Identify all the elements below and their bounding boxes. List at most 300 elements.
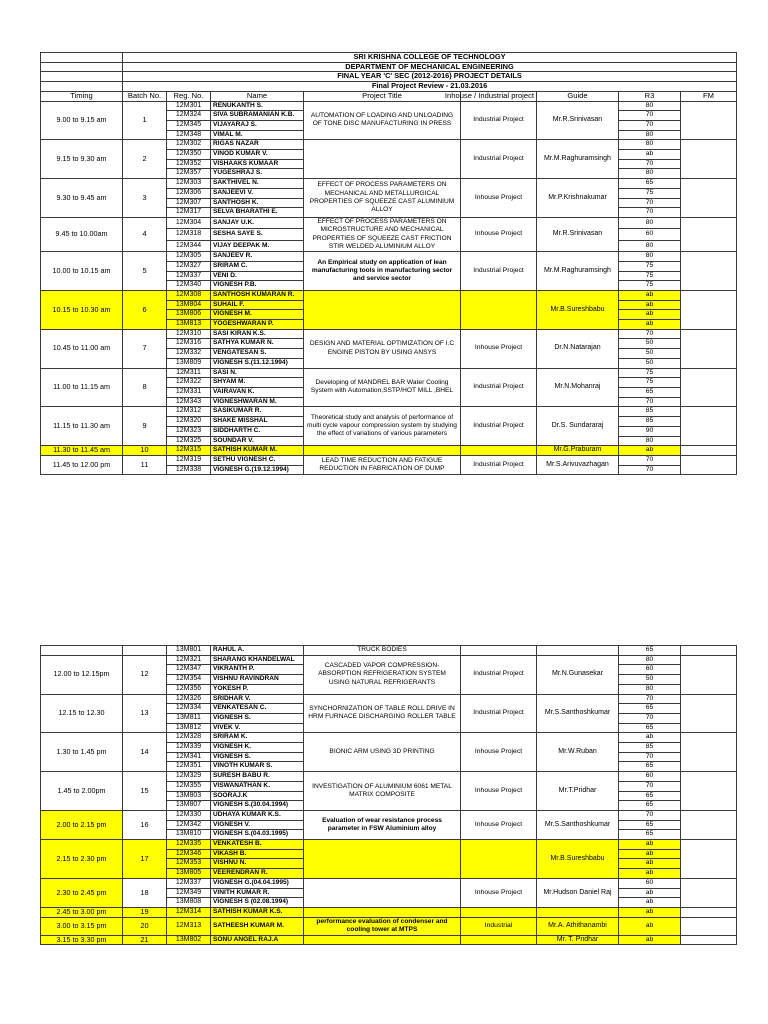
project-title: DESIGN AND MATERIAL OPTIMIZATION OF I.C ENGINE PISTON BY USING ANSYS (304, 329, 461, 368)
guide-name: Mr.N.Mohanraj (537, 368, 619, 407)
timing-cell: 12.00 to 12.15pm (41, 655, 123, 694)
table-row (41, 935, 737, 945)
student-name: SIDDHARTH C. (211, 426, 304, 436)
reg-number: 12M328 (167, 733, 211, 743)
timing-cell: 10.15 to 10.30 am (41, 290, 123, 329)
reg-number: 12M348 (167, 130, 211, 140)
student-name: VIKASH B. (211, 849, 304, 859)
student-name: VENGATESAN S. (211, 349, 304, 359)
student-name: SASIKUMAR R. (211, 407, 304, 417)
col-timing: Timing (41, 91, 123, 101)
batch-number: 13 (123, 694, 167, 733)
column-header-row (41, 91, 737, 101)
reg-number: 12M304 (167, 217, 211, 228)
table-row (41, 655, 737, 665)
timing-cell: 11.30 to 11.45 am (41, 446, 123, 456)
student-name: VIGNESH S. (211, 713, 304, 723)
r3-mark: 80 (619, 169, 681, 179)
student-name: SOUNDAR V. (211, 436, 304, 446)
project-title: INVESTIGATION OF ALUMINIUM 6061 METAL MATRIX COMPOSITE (304, 772, 461, 811)
student-name: SETHU VIGNESH C. (211, 455, 304, 465)
reg-number: 12M346 (167, 849, 211, 859)
reg-number: 12M353 (167, 859, 211, 869)
timing-cell (41, 646, 123, 656)
student-name: YOKESH P. (211, 684, 304, 694)
student-name: VENKATESAN C. (211, 704, 304, 714)
header-blank-cell (41, 53, 123, 63)
timing-cell: 11.15 to 11.30 am (41, 407, 123, 446)
col-type: Inhouse / Industrial project (461, 91, 537, 101)
reg-number: 12M337 (167, 878, 211, 888)
timing-cell: 3.00 to 3.15 pm (41, 917, 123, 935)
table-row (41, 217, 737, 228)
student-name: SATHISH KUMAR K.S. (211, 907, 304, 917)
table-row (41, 810, 737, 820)
student-name: SRIDHAR V. (211, 694, 304, 704)
batch-number: 3 (123, 179, 167, 218)
project-title (304, 140, 461, 179)
guide-name: Mr.Hudson Daniel Raj (537, 878, 619, 907)
guide-name: Mr.S.Santhoshkumar (537, 694, 619, 733)
fm-mark (681, 840, 737, 879)
student-name: VISHNU RAVINDRAN (211, 675, 304, 685)
project-title: Evaluation of wear resistance process parameter in FSW Aluminium alloy (304, 810, 461, 839)
guide-name (537, 907, 619, 917)
r3-mark: 80 (619, 684, 681, 694)
table-row (41, 733, 737, 743)
reg-number: 12M302 (167, 140, 211, 150)
fm-mark (681, 290, 737, 329)
project-type: Industrial Project (461, 101, 537, 140)
table-row (41, 446, 737, 456)
fm-mark (681, 917, 737, 935)
reg-number: 13M801 (167, 646, 211, 656)
fm-mark (681, 252, 737, 291)
timing-cell: 1.30 to 1.45 pm (41, 733, 123, 772)
timing-cell: 10.00 to 10.15 am (41, 252, 123, 291)
timing-cell: 9.30 to 9.45 am (41, 179, 123, 218)
student-name: SHAKE MISSHAL (211, 417, 304, 427)
batch-number: 21 (123, 935, 167, 945)
student-name: VIGNESH G.(19.12.1994) (211, 465, 304, 475)
timing-cell: 11.00 to 11.15 am (41, 368, 123, 407)
table-row (41, 329, 737, 339)
r3-mark: ab (619, 869, 681, 879)
review-date: Final Project Review - 21.03.2016 (123, 82, 737, 92)
reg-number: 12M322 (167, 378, 211, 388)
r3-mark: 60 (619, 229, 681, 240)
fm-mark (681, 655, 737, 694)
student-name: SATHEESH KUMAR M. (211, 917, 304, 935)
project-title (304, 878, 461, 907)
student-name: YOGESHWARAN P. (211, 320, 304, 330)
project-type: Industrial Project (461, 455, 537, 474)
project-title: EFFECT OF PROCESS PARAMETERS ON MICROSTRUCTURE AND MECHANICAL PROPERTIES OF SQUEEZE CAST FRICTION STIR WELDED ALUMINIUM ALLOY (304, 217, 461, 251)
project-title: TRUCK BODIES (304, 646, 461, 656)
batch-number: 14 (123, 733, 167, 772)
student-name: SATHYA KUMAR N. (211, 339, 304, 349)
timing-cell: 2.15 to 2.30 pm (41, 840, 123, 879)
r3-mark: 70 (619, 781, 681, 791)
reg-number: 12M331 (167, 387, 211, 397)
table-row (41, 694, 737, 704)
project-type: Inhouse Project (461, 733, 537, 772)
project-title (304, 840, 461, 879)
table-row (41, 772, 737, 782)
project-title: An Empirical study on application of lean manufacturing tools in manufacturing sector and service sector (304, 252, 461, 291)
student-name: SHARANG KHANDELWAL (211, 655, 304, 665)
table-row (41, 407, 737, 417)
col-title: Project Title (304, 91, 461, 101)
project-type: Inhouse Project (461, 217, 537, 251)
reg-number: 13M807 (167, 801, 211, 811)
batch-number: 18 (123, 878, 167, 907)
project-type: Inhouse Project (461, 878, 537, 907)
student-name: SOORAJ.K (211, 791, 304, 801)
student-name: VIGNESH S (02.08.1994) (211, 898, 304, 908)
guide-name: Mr.G.Praburam (537, 446, 619, 456)
reg-number: 12M314 (167, 907, 211, 917)
project-title: SYNCHORNIZATION OF TABLE ROLL DRIVE IN HRM FURNACE DISCHARGING ROLLER TABLE (304, 694, 461, 733)
student-name: SUHAIL F. (211, 300, 304, 310)
project-type: Inhouse Project (461, 179, 537, 218)
project-title: AUTOMATION OF LOADING AND UNLOADING OF TONE DISC MANUFACTURING IN PRESS (304, 101, 461, 140)
batch-number: 10 (123, 446, 167, 456)
fm-mark (681, 935, 737, 945)
r3-mark: 75 (619, 378, 681, 388)
student-name: SIVA SUBRAMANIAN K.B. (211, 111, 304, 121)
fm-mark (681, 646, 737, 656)
r3-mark: 65 (619, 830, 681, 840)
col-fm: FM (681, 91, 737, 101)
r3-mark: 80 (619, 252, 681, 262)
batch-number: 15 (123, 772, 167, 811)
batch-number: 17 (123, 840, 167, 879)
student-name: SRIRAM K. (211, 733, 304, 743)
reg-number: 12M338 (167, 465, 211, 475)
fm-mark (681, 179, 737, 218)
timing-cell: 9.45 to 10.00am (41, 217, 123, 251)
project-type (461, 446, 537, 456)
student-name: VINOD KUMAR V. (211, 150, 304, 160)
r3-mark: 50 (619, 358, 681, 368)
r3-mark: ab (619, 150, 681, 160)
r3-mark: 80 (619, 130, 681, 140)
guide-name: Mr.B.Sureshbabu (537, 290, 619, 329)
project-title: LEAD TIME REDUCTION AND FATIGUE REDUCTION IN FABRICATION OF DUMP (304, 455, 461, 474)
student-name: VIGNESH P.B. (211, 281, 304, 291)
student-name: VIGNESH K. (211, 743, 304, 753)
r3-mark: 50 (619, 675, 681, 685)
student-name: SATHISH KUMAR M. (211, 446, 304, 456)
r3-mark: 70 (619, 111, 681, 121)
student-name: SASI N. (211, 368, 304, 378)
student-name: VIGNESHWARAN M. (211, 397, 304, 407)
fm-mark (681, 733, 737, 772)
r3-mark: ab (619, 907, 681, 917)
r3-mark: 70 (619, 465, 681, 475)
reg-number: 12M303 (167, 179, 211, 189)
batch-number: 16 (123, 810, 167, 839)
r3-mark: ab (619, 888, 681, 898)
project-type: Industrial Project (461, 252, 537, 291)
project-type: Industrial Project (461, 655, 537, 694)
guide-name: Mr.R.Srinivasan (537, 217, 619, 251)
r3-mark: 80 (619, 436, 681, 446)
fm-mark (681, 810, 737, 839)
table-row (41, 878, 737, 888)
student-name: VIVEK V. (211, 723, 304, 733)
student-name: VIJAYARAJ S. (211, 120, 304, 130)
table-row (41, 140, 737, 150)
r3-mark: 75 (619, 271, 681, 281)
reg-number: 12M342 (167, 820, 211, 830)
reg-number: 13M813 (167, 320, 211, 330)
guide-name: Mr.M.Raghuramsingh (537, 140, 619, 179)
reg-number: 12M326 (167, 694, 211, 704)
reg-number: 12M317 (167, 208, 211, 218)
reg-number: 12M337 (167, 271, 211, 281)
table-row (41, 840, 737, 850)
r3-mark: 75 (619, 261, 681, 271)
r3-mark: 75 (619, 281, 681, 291)
project-title: Theoretical study and analysis of performance of multi cycle vapour compression system by studying the effect of variations of various parameters (304, 407, 461, 446)
reg-number: 12M344 (167, 240, 211, 251)
reg-number: 12M347 (167, 665, 211, 675)
r3-mark: 65 (619, 704, 681, 714)
batch-number: 2 (123, 140, 167, 179)
timing-cell: 2.30 to 2.45 pm (41, 878, 123, 907)
student-name: VENKATESH B. (211, 840, 304, 850)
guide-name: Dr.S. Sundararaj (537, 407, 619, 446)
col-name: Name (211, 91, 304, 101)
reg-number: 13M806 (167, 310, 211, 320)
student-name: VIGNESH S.(11.12.1994) (211, 358, 304, 368)
project-title: CASCADED VAPOR COMPRESSION-ABSORPTION REFRIGERATION SYSTEM USING NATURAL REFRIGERANTS (304, 655, 461, 694)
project-title (304, 907, 461, 917)
reg-number: 12M345 (167, 120, 211, 130)
r3-mark: 70 (619, 810, 681, 820)
col-guide: Guide (537, 91, 619, 101)
student-name: SANJEEV R. (211, 252, 304, 262)
reg-number: 12M305 (167, 252, 211, 262)
table-row (41, 179, 737, 189)
student-name: VISHAAKS KUMAAR (211, 159, 304, 169)
student-name: VIGNESH V. (211, 820, 304, 830)
student-name: VIJAY DEEPAK M. (211, 240, 304, 251)
r3-mark: 70 (619, 198, 681, 208)
student-name: VINOTH KUMAR S. (211, 762, 304, 772)
r3-mark: 70 (619, 752, 681, 762)
student-name: VENI D. (211, 271, 304, 281)
r3-mark: ab (619, 898, 681, 908)
r3-mark: 70 (619, 455, 681, 465)
batch-number: 4 (123, 217, 167, 251)
student-name: SRIRAM C. (211, 261, 304, 271)
student-name: VIMAL M. (211, 130, 304, 140)
department-name: DEPARTMENT OF MECHANICAL ENGINEERING (123, 62, 737, 72)
r3-mark: 65 (619, 179, 681, 189)
guide-name: Dr.N.Natarajan (537, 329, 619, 368)
student-name: VIGNESH G.(04.04.1995) (211, 878, 304, 888)
r3-mark: ab (619, 840, 681, 850)
student-name: SELVA BHARATHI E. (211, 208, 304, 218)
reg-number: 12M325 (167, 436, 211, 446)
reg-number: 12M318 (167, 229, 211, 240)
student-name: SANTHOSH K. (211, 198, 304, 208)
guide-name: Mr. T. Pridhar (537, 935, 619, 945)
student-name: SAKTHIVEL N. (211, 179, 304, 189)
student-name: VISHNU N. (211, 859, 304, 869)
student-name: VIGNESH S.(30.04.1994) (211, 801, 304, 811)
project-type: Inhouse Project (461, 772, 537, 811)
reg-number: 13M810 (167, 830, 211, 840)
r3-mark: ab (619, 935, 681, 945)
timing-cell: 11.45 to 12.00 pm (41, 455, 123, 474)
reg-number: 13M809 (167, 358, 211, 368)
reg-number: 12M312 (167, 407, 211, 417)
r3-mark: ab (619, 733, 681, 743)
batch-number: 11 (123, 455, 167, 474)
r3-mark: 85 (619, 407, 681, 417)
timing-cell: 1.45 to 2.00pm (41, 772, 123, 811)
reg-number: 12M332 (167, 349, 211, 359)
student-name: VIKRANTH P. (211, 665, 304, 675)
guide-name (537, 646, 619, 656)
r3-mark: 85 (619, 417, 681, 427)
reg-number: 12M308 (167, 290, 211, 300)
r3-mark: ab (619, 446, 681, 456)
r3-mark: 60 (619, 665, 681, 675)
guide-name: Mr.M.Raghuramsingh (537, 252, 619, 291)
student-name: UDHAYA KUMAR K.S. (211, 810, 304, 820)
project-title: Developing of MANDREL BAR Water Cooling System with Automation,SSTP/HOT MILL ,BHEL (304, 368, 461, 407)
reg-number: 12M311 (167, 368, 211, 378)
reg-number: 12M330 (167, 810, 211, 820)
project-type: Inhouse Project (461, 329, 537, 368)
project-details-title: FINAL YEAR 'C' SEC (2012-2016) PROJECT DETAILS (123, 72, 737, 82)
project-title (304, 290, 461, 329)
reg-number: 12M352 (167, 159, 211, 169)
table-row (41, 455, 737, 465)
student-name: VINITH KUMAR R. (211, 888, 304, 898)
fm-mark (681, 140, 737, 179)
reg-number: 12M307 (167, 198, 211, 208)
batch-number: 5 (123, 252, 167, 291)
r3-mark: 60 (619, 878, 681, 888)
guide-name: Mr.S.Arivuvazhagan (537, 455, 619, 474)
reg-number: 12M313 (167, 917, 211, 935)
r3-mark: 90 (619, 426, 681, 436)
reg-number: 12M349 (167, 888, 211, 898)
r3-mark: 60 (619, 772, 681, 782)
student-name: VEERENDRAN R. (211, 869, 304, 879)
table-row (41, 101, 737, 111)
project-sheet-page-1 (40, 52, 737, 475)
reg-number: 12M356 (167, 684, 211, 694)
r3-mark: 70 (619, 397, 681, 407)
r3-mark: ab (619, 859, 681, 869)
fm-mark (681, 446, 737, 456)
reg-number: 12M354 (167, 675, 211, 685)
student-name: VAIRAVAN K. (211, 387, 304, 397)
student-name: VISWANATHAN K. (211, 781, 304, 791)
guide-name: Mr.T.Pridhar (537, 772, 619, 811)
student-name: SANJEEVI V. (211, 188, 304, 198)
reg-number: 13M808 (167, 898, 211, 908)
guide-name: Mr.N.Gunasekar (537, 655, 619, 694)
reg-number: 12M327 (167, 261, 211, 271)
header-blank-cell (41, 62, 123, 72)
r3-mark: 65 (619, 387, 681, 397)
guide-name: Mr.S.Santhoshkumar (537, 810, 619, 839)
col-r3: R3 (619, 91, 681, 101)
timing-cell: 2.00 to 2.15 pm (41, 810, 123, 839)
fm-mark (681, 407, 737, 446)
reg-number: 13M805 (167, 869, 211, 879)
student-name: VIGNESH S.(04.03.1995) (211, 830, 304, 840)
student-name: RENUKANTH S. (211, 101, 304, 111)
r3-mark: 70 (619, 159, 681, 169)
r3-mark: 50 (619, 349, 681, 359)
guide-name: Mr.A. Athithanambi (537, 917, 619, 935)
r3-mark: 85 (619, 743, 681, 753)
guide-name: Mr.P.Krishnakumar (537, 179, 619, 218)
project-title: BIONIC ARM USING 3D PRINTING (304, 733, 461, 772)
reg-number: 12M306 (167, 188, 211, 198)
guide-name: Mr.R.Srinivasan (537, 101, 619, 140)
fm-mark (681, 907, 737, 917)
r3-mark: 65 (619, 646, 681, 656)
reg-number: 13M811 (167, 713, 211, 723)
batch-number: 6 (123, 290, 167, 329)
reg-number: 12M315 (167, 446, 211, 456)
batch-number: 9 (123, 407, 167, 446)
reg-number: 12M323 (167, 426, 211, 436)
r3-mark: 80 (619, 655, 681, 665)
reg-number: 12M310 (167, 329, 211, 339)
batch-number: 19 (123, 907, 167, 917)
r3-mark: 70 (619, 694, 681, 704)
reg-number: 12M316 (167, 339, 211, 349)
project-type (461, 907, 537, 917)
batch-number: 12 (123, 655, 167, 694)
reg-number: 12M350 (167, 150, 211, 160)
student-name: SONU ANGEL RAJ.A (211, 935, 304, 945)
r3-mark: 65 (619, 791, 681, 801)
r3-mark: ab (619, 310, 681, 320)
fm-mark (681, 101, 737, 140)
table-row (41, 368, 737, 378)
fm-mark (681, 455, 737, 474)
reg-number: 12M329 (167, 772, 211, 782)
reg-number: 12M355 (167, 781, 211, 791)
timing-cell: 3.15 to 3.30 pm (41, 935, 123, 945)
fm-mark (681, 772, 737, 811)
fm-mark (681, 878, 737, 907)
r3-mark: 80 (619, 140, 681, 150)
col-reg: Reg. No. (167, 91, 211, 101)
table-row (41, 917, 737, 935)
student-name: RAHUL A. (211, 646, 304, 656)
reg-number: 12M319 (167, 455, 211, 465)
r3-mark: 65 (619, 820, 681, 830)
r3-mark: ab (619, 320, 681, 330)
r3-mark: 65 (619, 762, 681, 772)
reg-number: 12M351 (167, 762, 211, 772)
project-type (461, 290, 537, 329)
timing-cell: 2.45 to 3.00 pm (41, 907, 123, 917)
